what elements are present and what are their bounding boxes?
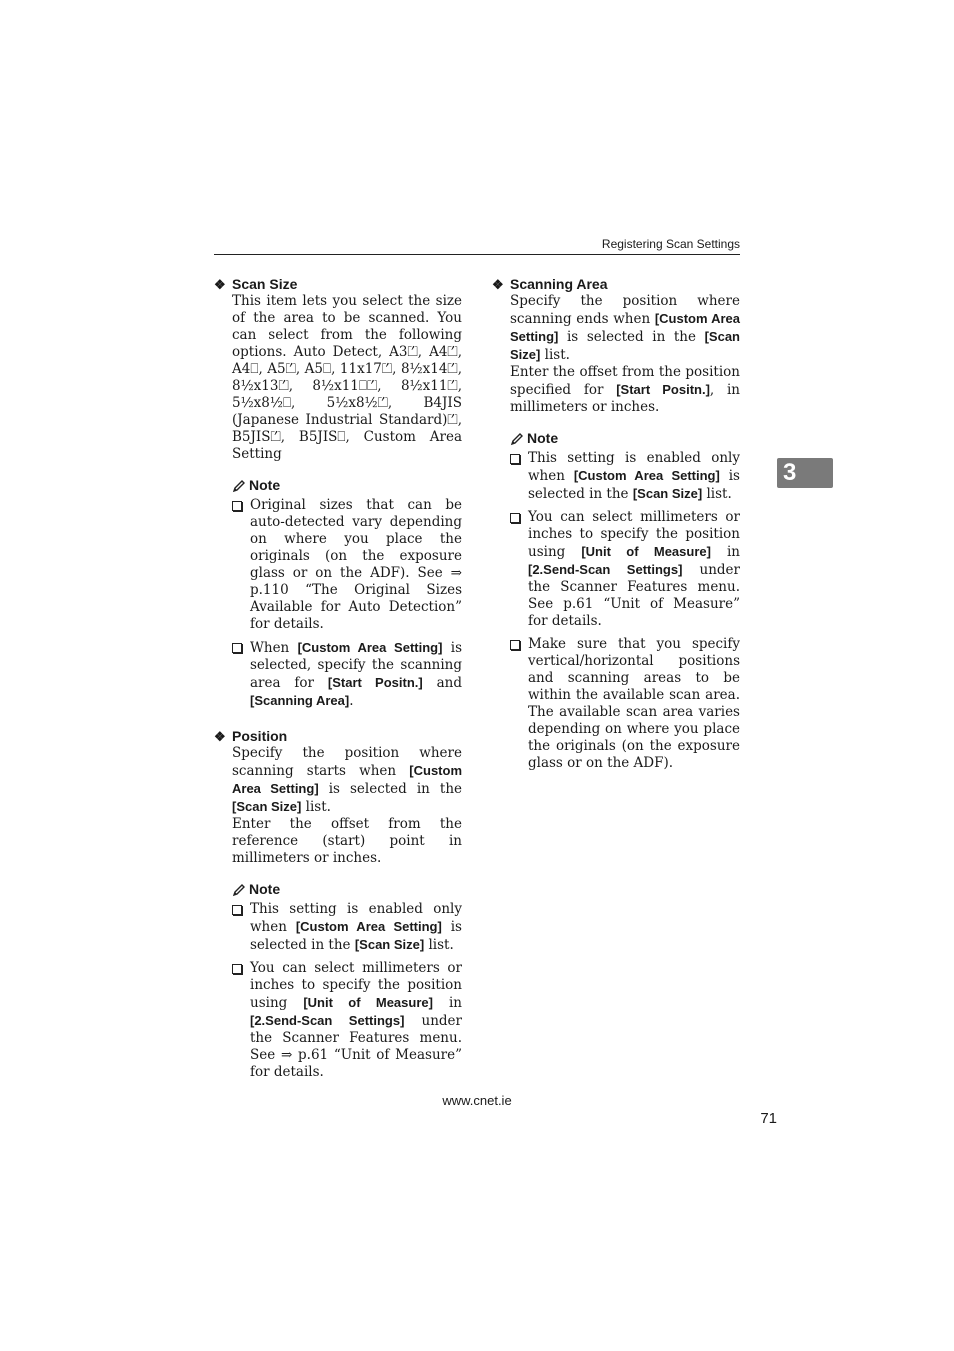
note-item	[232, 639, 462, 710]
checkbox-bullet-icon	[510, 513, 520, 523]
pencil-icon	[232, 883, 246, 897]
position-body-1: Specify the position where scanning starts when [Custom Area Setting] is selected in the [Scan Size] list.	[232, 745, 463, 815]
scan-size-body: This item lets you select the size of the area to be scanned. You can select from the following options. Auto Detect, A3⏍, A4⏍, A4⎕, A5⏍, A5⎕, 11x17⏍, 8½x14⏍, 8½x13⏍, 8½x11⎕⏍, 8½x11⏍, 5½x8½⎕, 5½x8½⏍, B4JIS (Japanese Industrial Standard)⏍, B5JIS⏍, B5JIS⎕, Custom Area Setting	[232, 293, 462, 462]
note-list	[232, 901, 462, 1081]
checkbox-bullet-icon	[510, 640, 520, 650]
diamond-bullet-icon: ❖	[492, 277, 504, 292]
checkbox-bullet-icon	[232, 501, 242, 511]
note-text: This setting is enabled only when [Custom Area Setting] is selected in the [Scan Size] list.	[250, 901, 462, 953]
note-item	[232, 960, 462, 1081]
note-label: Note	[249, 881, 281, 897]
diamond-bullet-icon: ❖	[214, 277, 226, 292]
left-column	[214, 276, 462, 1087]
note-item	[510, 509, 740, 630]
note-label: Note	[527, 430, 559, 446]
note-text: When [Custom Area Setting] is selected, specify the scanning area for [Start Positn.] and [Scanning Area].	[250, 640, 462, 709]
note-label: Note	[249, 477, 281, 493]
note-item	[510, 450, 740, 503]
section-heading-scan-size	[214, 276, 462, 293]
checkbox-bullet-icon	[232, 905, 242, 915]
note-item	[232, 497, 462, 633]
note-item	[232, 901, 462, 954]
right-column	[492, 276, 740, 778]
diamond-bullet-icon: ❖	[214, 729, 226, 744]
page-number: 71	[760, 1110, 777, 1127]
note-list	[510, 450, 740, 772]
running-header-title: Registering Scan Settings	[601, 237, 740, 251]
chapter-tab-number: 3	[783, 459, 797, 486]
note-text: This setting is enabled only when [Custom Area Setting] is selected in the [Scan Size] list.	[528, 450, 740, 502]
position-body-2: Enter the offset from the reference (start) point in millimeters or inches.	[232, 816, 462, 866]
note-text: Make sure that you specify vertical/horizontal positions and scanning areas to be within the available scan area. The available scan area varies depending on where you place the originals (on the exposure glass or on the ADF).	[528, 636, 740, 771]
section-heading-scanning-area	[492, 276, 740, 293]
note-text: You can select millimeters or inches to specify the position using [Unit of Measure] in [2.Send-Scan Settings] under the Scanner Features menu. See p.61 “Unit of Measure” for details.	[528, 509, 740, 629]
footer-url: www.cnet.ie	[442, 1093, 512, 1108]
note-heading	[510, 430, 740, 447]
note-text: Original sizes that can be auto-detected vary depending on where you place the originals (on the exposure glass or on the ADF). See ⇒ p.110 “The Original Sizes Available for Auto Detection” for details.	[250, 497, 462, 632]
section-heading-text: Position	[232, 728, 288, 744]
checkbox-bullet-icon	[510, 454, 520, 464]
section-heading-text: Scanning Area	[510, 276, 608, 292]
note-text: You can select millimeters or inches to specify the position using [Unit of Measure] in [2.Send-Scan Settings] under the Scanner Features menu. See ⇒ p.61 “Unit of Measure” for details.	[250, 960, 462, 1080]
note-list	[232, 497, 462, 710]
pencil-icon	[232, 479, 246, 493]
note-heading	[232, 477, 462, 494]
scanning-area-body-1: Specify the position where scanning ends when [Custom Area Setting] is selected in the [Scan Size] list.	[510, 293, 740, 363]
pencil-icon	[510, 432, 524, 446]
running-header	[214, 237, 740, 255]
note-item	[510, 636, 740, 772]
chapter-tab	[777, 458, 833, 488]
section-heading-position	[214, 728, 462, 745]
note-heading	[232, 881, 462, 898]
scanning-area-body-2: Enter the offset from the position specified for [Start Positn.], in millimeters or inches.	[510, 364, 740, 415]
checkbox-bullet-icon	[232, 643, 242, 653]
section-heading-text: Scan Size	[232, 276, 298, 292]
checkbox-bullet-icon	[232, 964, 242, 974]
